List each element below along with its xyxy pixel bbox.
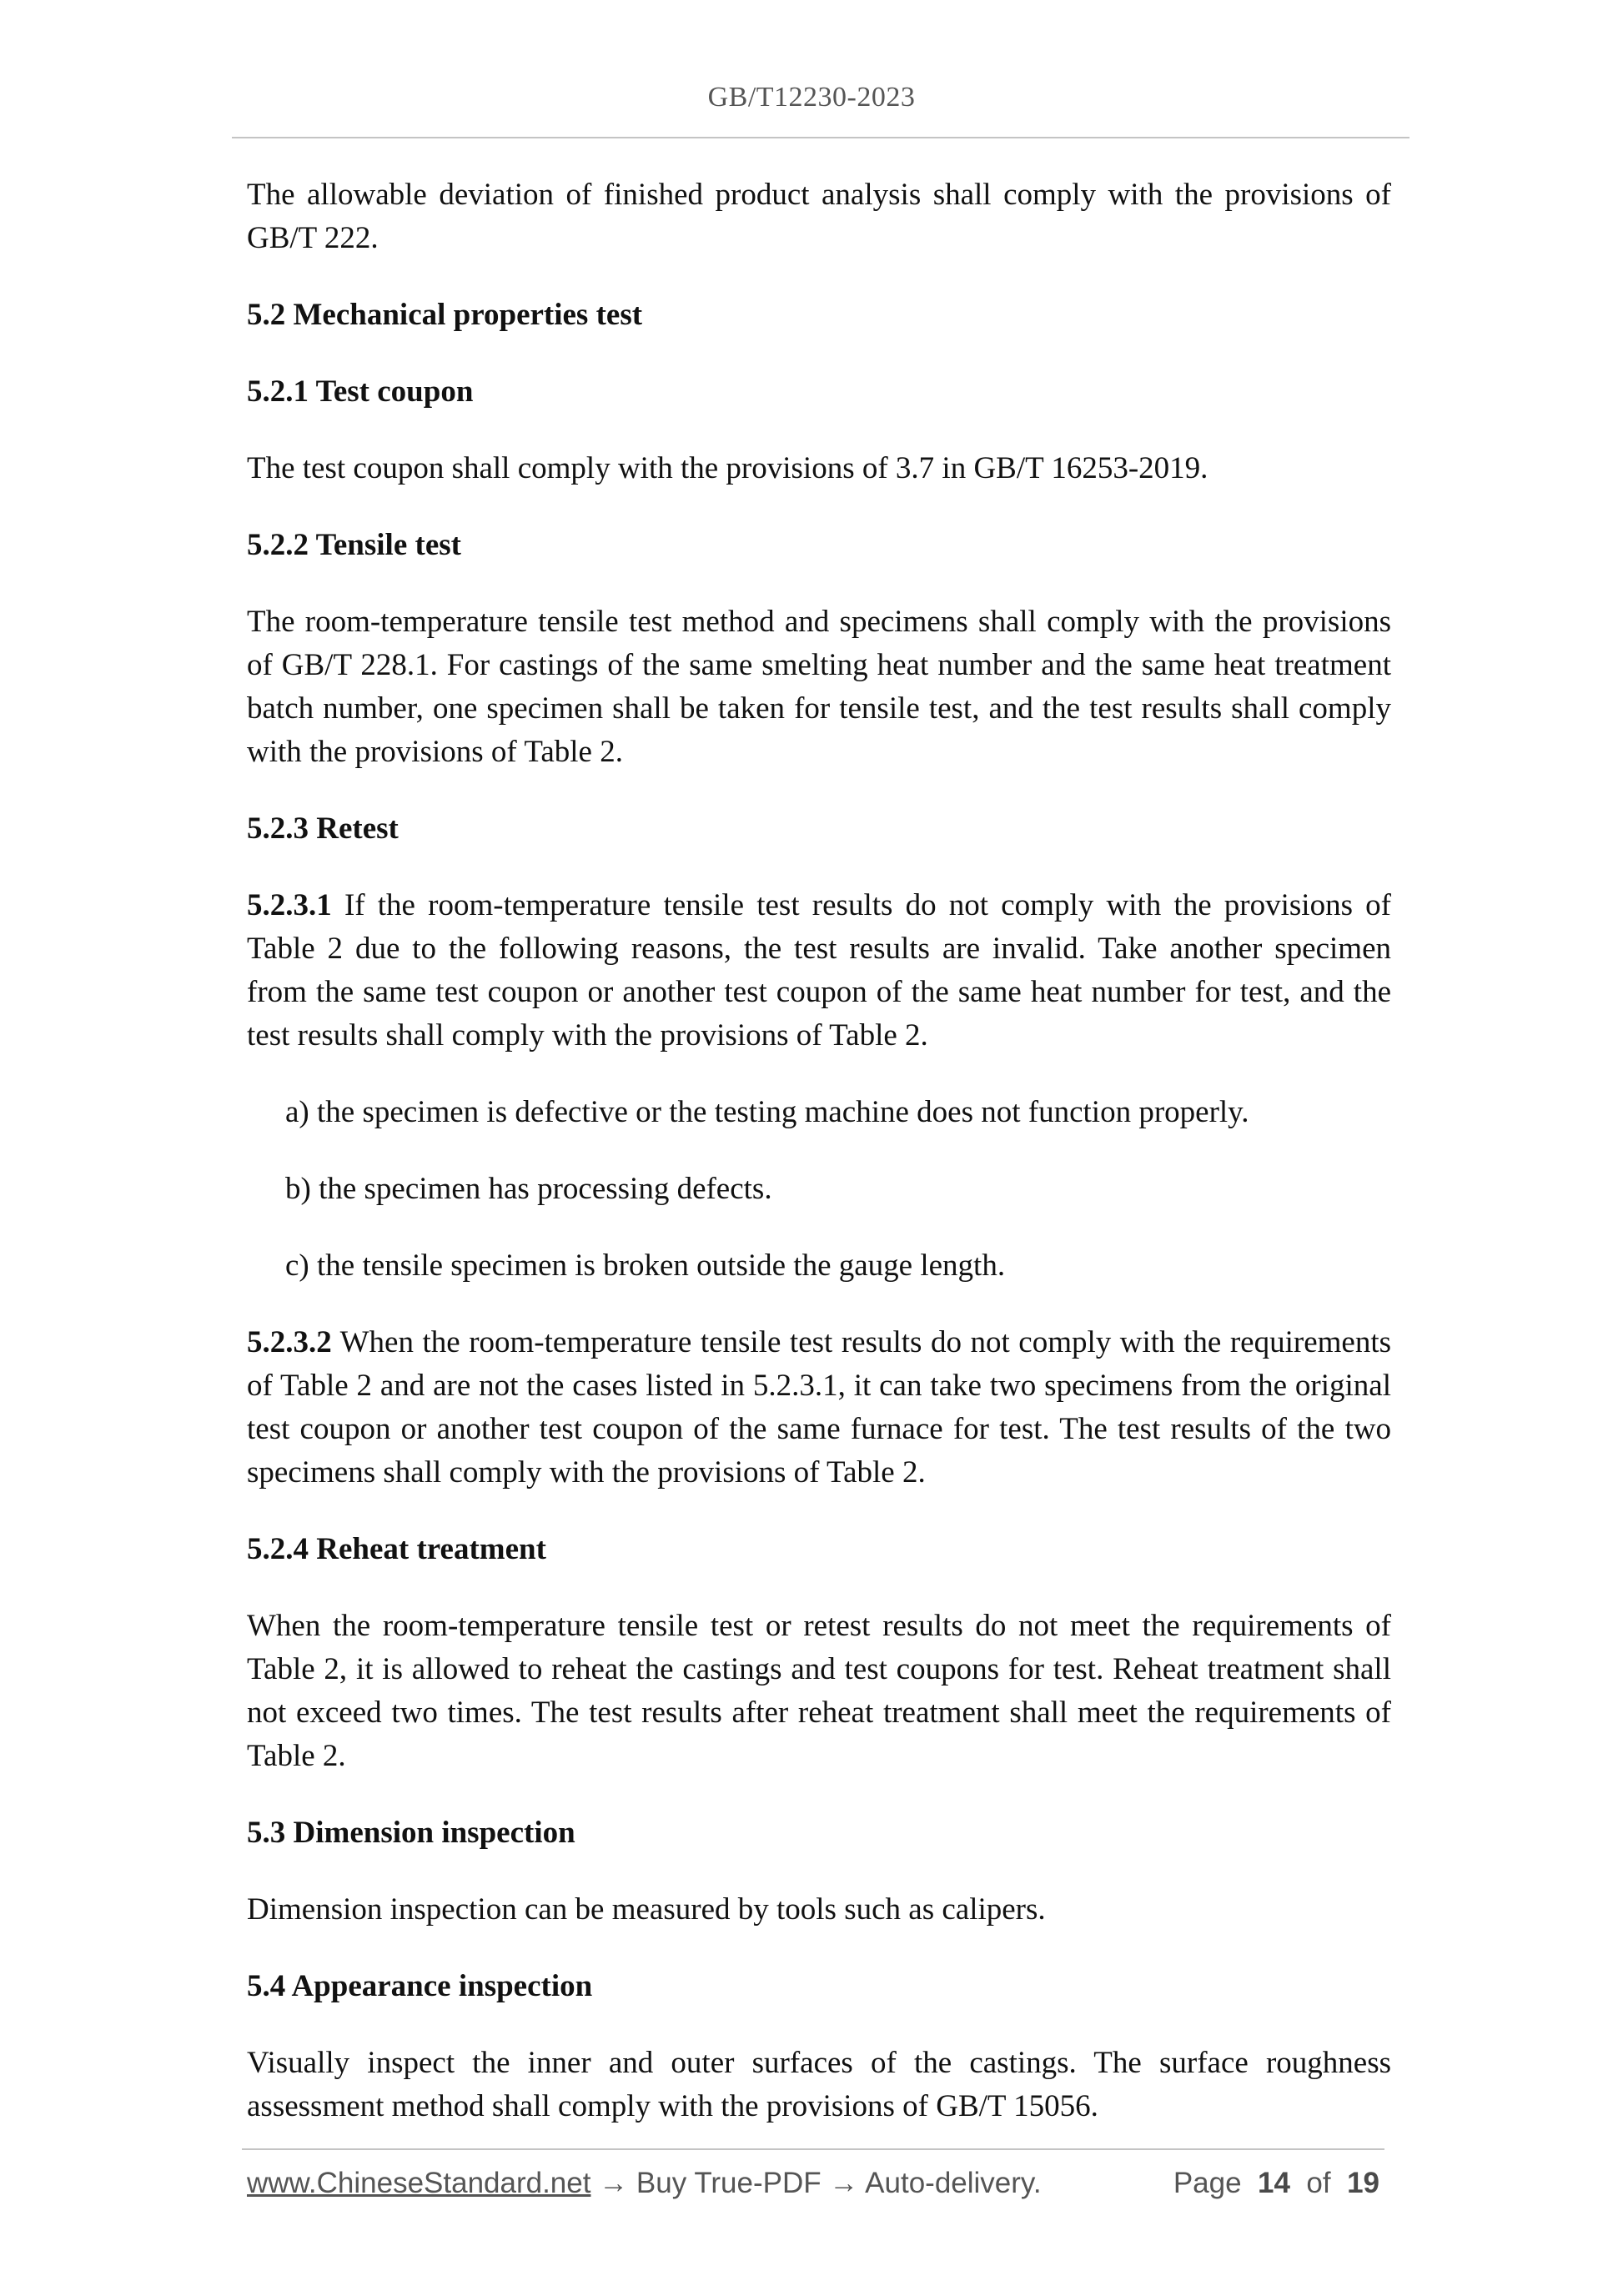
paragraph-5-3: Dimension inspection can be measured by tools such as calipers. (247, 1892, 1046, 1927)
paragraph-5-2-2: The room-temperature tensile test method and specimens shall comply with the provisions of GB/T 228.1. For castings of the same smelting heat number and the same heat treatment batch number, one specimen shall be taken for tensile test, and the test results shall comply with the provisions of Table 2. (247, 605, 1391, 769)
paragraph-deviation: The allowable deviation of finished product analysis shall comply with the provisions of GB/T 222. (247, 178, 1391, 255)
heading-5-2-3: 5.2.3 Retest (247, 811, 399, 846)
heading-5-2-1: 5.2.1 Test coupon (247, 374, 474, 409)
paragraph-5-2-4: When the room-temperature tensile test or retest results do not meet the requirements of Table 2, it is allowed to reheat the castings and test coupons for test. Reheat treatment shall not exceed two times. The test results after reheat treatment shall meet the requirements of Table 2. (247, 1609, 1391, 1773)
website-link[interactable]: www.ChineseStandard.net (247, 2167, 591, 2199)
page-label: Page (1173, 2167, 1242, 2199)
paragraph-5-2-1: The test coupon shall comply with the provisions of 3.7 in GB/T 16253-2019. (247, 451, 1208, 485)
running-header: GB/T12230-2023 (707, 82, 916, 113)
heading-5-3: 5.3 Dimension inspection (247, 1816, 575, 1850)
heading-5-2: 5.2 Mechanical properties test (247, 298, 643, 332)
paragraph-5-4: Visually inspect the inner and outer surfaces of the castings. The surface roughness assessment method shall comply with the provisions of GB/T 15056. (247, 2046, 1391, 2123)
promo-text: → Buy True-PDF → Auto-delivery. (590, 2167, 1042, 2199)
heading-5-4: 5.4 Appearance inspection (247, 1969, 593, 2003)
footer-promo (247, 2163, 1042, 2203)
list-item: c) the tensile specimen is broken outside the gauge length. (285, 1248, 1006, 1283)
clause-number: 5.2.3.1 (247, 888, 332, 922)
clause-5-2-3-2 (247, 1321, 1391, 1495)
clause-5-2-3-1 (247, 884, 1391, 1058)
heading-5-2-4: 5.2.4 Reheat treatment (247, 1532, 546, 1566)
clause-text: When the room-temperature tensile test results do not comply with the requirements of Table 2 and are not the cases listed in 5.2.3.1, it can take two specimens from the original test coupon or another test coupon of the same furnace for test. The test results of the two specimens shall comply with the provisions of Table 2. (247, 1325, 1391, 1490)
clause-text: If the room-temperature tensile test results do not comply with the provisions of Table 2 due to the following reasons, the test results are invalid. Take another specimen from the same test coupon or another test coupon of the same heat number for test, and the test results shall comply with the provisions of Table 2. (247, 888, 1391, 1053)
footer-divider (242, 2148, 1384, 2150)
clause-number: 5.2.3.2 (247, 1325, 332, 1359)
current-page: 14 (1258, 2167, 1290, 2199)
list-item: a) the specimen is defective or the testing machine does not function properly. (285, 1095, 1249, 1129)
header-divider (232, 137, 1409, 138)
page-footer (247, 2163, 1383, 2203)
page-counter (1173, 2163, 1379, 2203)
total-pages: 19 (1347, 2167, 1379, 2199)
heading-5-2-2: 5.2.2 Tensile test (247, 528, 461, 562)
of-label: of (1306, 2167, 1331, 2199)
list-item: b) the specimen has processing defects. (285, 1172, 772, 1206)
document-body (247, 173, 1391, 2162)
